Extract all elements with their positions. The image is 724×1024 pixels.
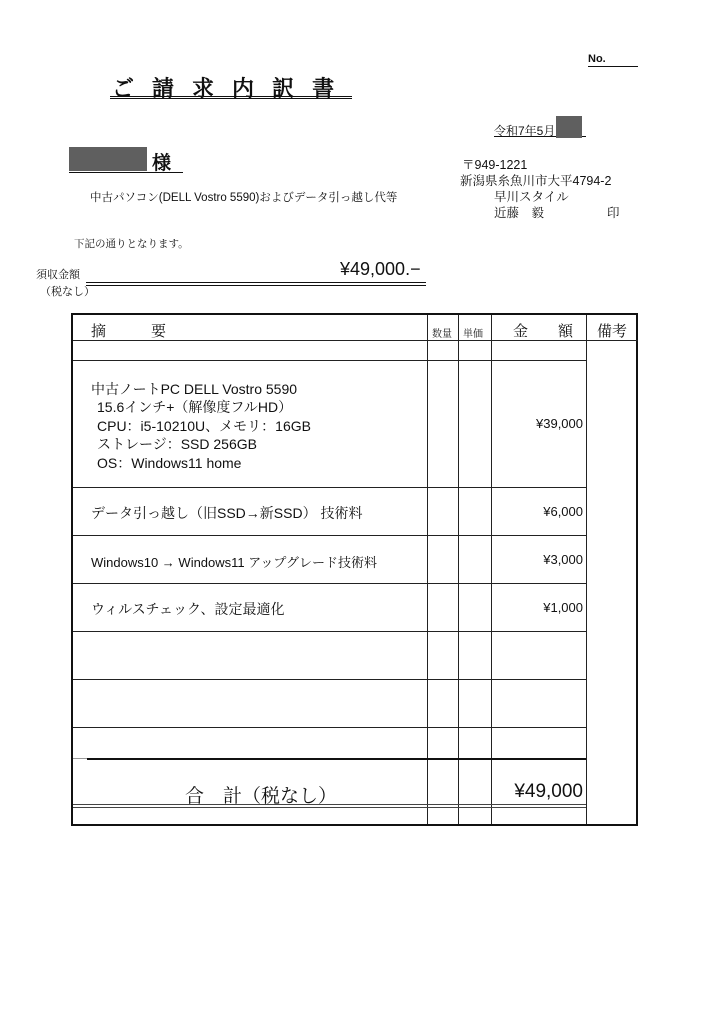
- row-divider: [73, 360, 586, 361]
- invoice-table: [71, 313, 638, 826]
- item-amount: ¥39,000: [536, 416, 583, 431]
- title-underline: [110, 96, 352, 99]
- header-amount: 金 額: [513, 323, 574, 340]
- item-description: データ引っ越し（旧SSD→新SSD） 技術料: [91, 505, 363, 521]
- issuer-postal-code: 〒949-1221: [462, 158, 528, 172]
- issuer-address: 新潟県糸魚川市大平4794-2: [460, 174, 612, 188]
- row-divider: [73, 535, 586, 536]
- document-number-line: [588, 66, 638, 67]
- title-char: 求: [192, 76, 215, 101]
- title-char: ご: [112, 76, 135, 101]
- header-remarks: 備考: [597, 323, 628, 340]
- title-char: 訳: [272, 76, 295, 101]
- title-char: 書: [312, 76, 335, 101]
- total-divider-stub: [73, 758, 87, 759]
- col-divider: [458, 315, 459, 824]
- item-amount: ¥1,000: [543, 600, 583, 615]
- item-description: Windows10 → Windows11 アップグレード技術料: [91, 555, 377, 570]
- total-label: 合 計（税なし）: [185, 786, 338, 807]
- amount-label: 須収金額: [36, 269, 80, 281]
- row-divider: [73, 583, 586, 584]
- col-divider: [586, 315, 587, 824]
- title-char: 請: [152, 76, 175, 101]
- item-description: ウィルスチェック、設定最適化: [91, 601, 285, 617]
- redacted-customer-name: [69, 147, 147, 171]
- total-amount: ¥49,000: [514, 781, 583, 802]
- customer-honorific: 様: [152, 153, 172, 174]
- header-description: 摘 要: [91, 323, 167, 340]
- issuer-company: 早川スタイル: [494, 190, 569, 204]
- amount-underline: [86, 282, 426, 286]
- issue-date: 令和7年5月: [494, 124, 556, 138]
- item-description-line: ストレージ：SSD 256GB: [97, 436, 257, 452]
- item-description-line: CPU：i5-10210U、メモリ：16GB: [97, 418, 311, 434]
- item-description-line: OS：Windows11 home: [97, 455, 242, 471]
- col-divider: [427, 315, 428, 824]
- item-amount: ¥3,000: [543, 552, 583, 567]
- header-unit-price: 単価: [463, 329, 483, 340]
- item-description-line: 15.6インチ+（解像度フルHD）: [97, 399, 293, 415]
- row-divider: [73, 487, 586, 488]
- item-amount: ¥6,000: [543, 504, 583, 519]
- header-quantity: 数量: [432, 329, 452, 340]
- row-divider: [73, 631, 586, 632]
- customer-underline: [69, 172, 183, 173]
- total-divider: [87, 758, 586, 760]
- row-divider: [73, 679, 586, 680]
- issuer-name: 近藤 毅: [494, 206, 545, 220]
- subject-line: 中古パソコン(DELL Vostro 5590)およびデータ引っ越し代等: [90, 192, 398, 204]
- title-char: 内: [232, 76, 255, 101]
- amount-tax-note: （税なし）: [40, 286, 95, 298]
- amount-due-value: ¥49,000.−: [340, 259, 421, 279]
- document-number-label: No.: [588, 53, 606, 65]
- redacted-day: [556, 116, 582, 138]
- intro-text: 下記の通りとなります。: [74, 238, 189, 250]
- col-divider: [491, 315, 492, 824]
- seal-mark: 印: [607, 206, 620, 220]
- item-description-line: 中古ノートPC DELL Vostro 5590: [91, 381, 298, 397]
- row-divider: [73, 727, 586, 728]
